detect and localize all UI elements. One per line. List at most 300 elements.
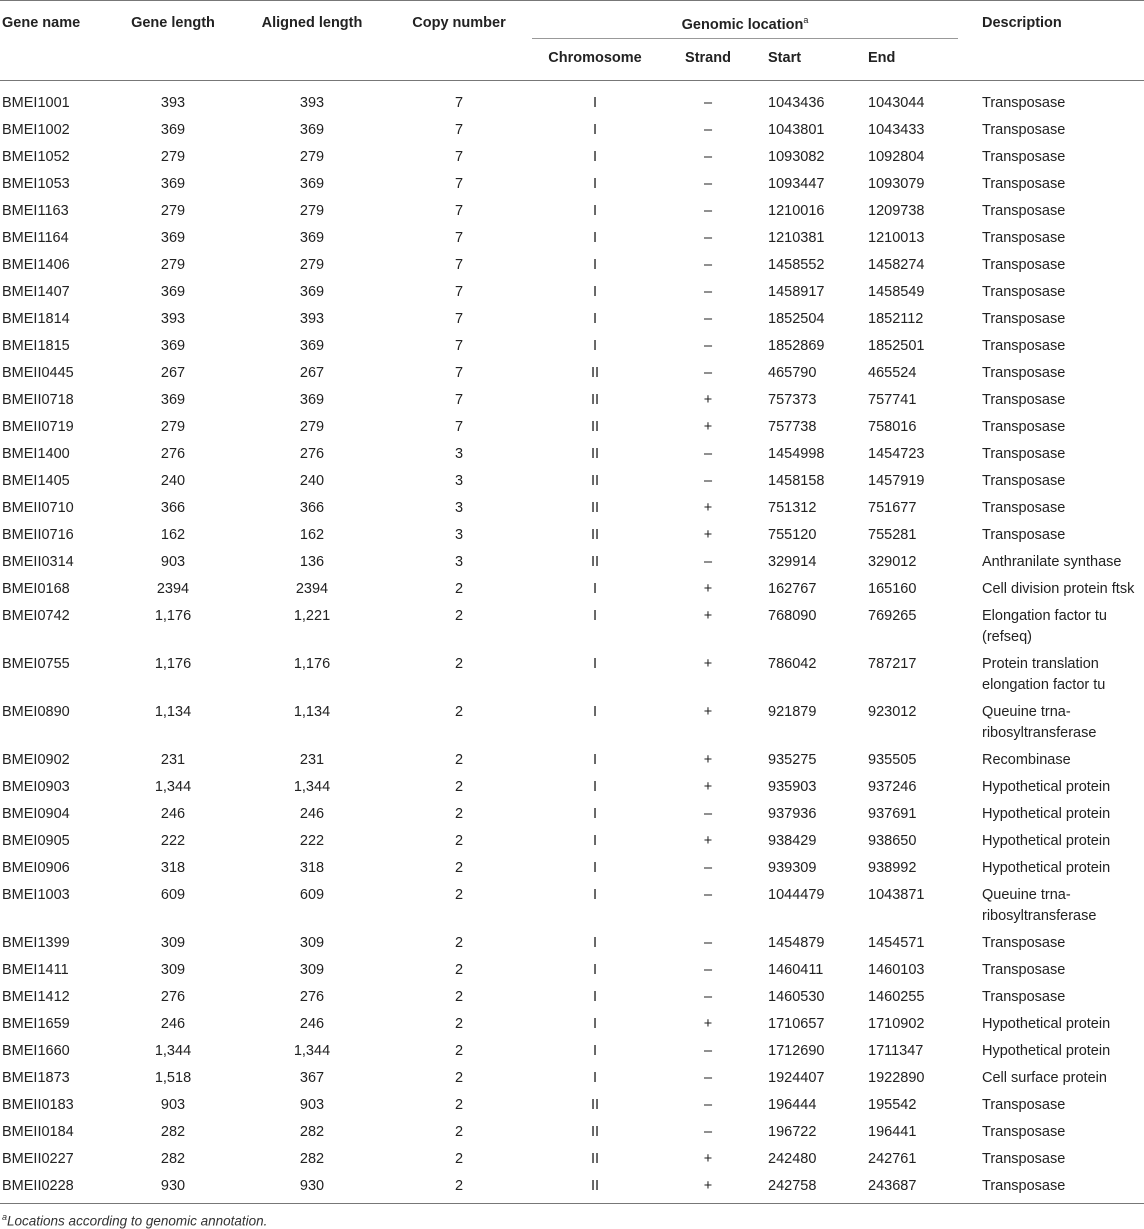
cell-end: 1454571 xyxy=(868,935,925,951)
cell-description: Queuine trna-ribosyltransferase xyxy=(982,887,1097,924)
cell-end: 1092804 xyxy=(868,149,925,165)
cell-description: Transposase xyxy=(982,257,1066,273)
cell-aligned-length: 1,221 xyxy=(293,608,331,624)
table-row xyxy=(0,981,1144,1008)
cell-end: 196441 xyxy=(868,1124,917,1140)
cell-gene-length: 279 xyxy=(160,149,186,165)
table-row xyxy=(0,1170,1144,1204)
cell-start: 1712690 xyxy=(768,1043,825,1059)
cell-gene-name: BMEI1003 xyxy=(2,887,70,903)
cell-start: 1454998 xyxy=(768,446,825,462)
cell-copy-number: 7 xyxy=(454,149,464,165)
table-row xyxy=(0,303,1144,330)
cell-start: 757373 xyxy=(768,392,817,408)
cell-gene-name: BMEI1405 xyxy=(2,473,70,489)
cell-gene-length: 309 xyxy=(160,962,186,978)
cell-aligned-length: 162 xyxy=(299,527,325,543)
cell-copy-number: 2 xyxy=(454,1124,464,1140)
cell-gene-length: 282 xyxy=(160,1151,186,1167)
cell-gene-length: 222 xyxy=(160,833,186,849)
table-row xyxy=(0,1062,1144,1089)
cell-description: Cell division protein ftsk xyxy=(982,581,1135,597)
cell-chromosome: II xyxy=(590,554,600,570)
cell-gene-length: 240 xyxy=(160,473,186,489)
cell-gene-length: 267 xyxy=(160,365,186,381)
cell-description: Hypothetical protein xyxy=(982,779,1111,795)
cell-aligned-length: 367 xyxy=(299,1070,325,1086)
cell-aligned-length: 369 xyxy=(299,176,325,192)
cell-start: 1093447 xyxy=(768,176,825,192)
cell-chromosome: I xyxy=(592,860,598,876)
cell-gene-length: 246 xyxy=(160,806,186,822)
cell-gene-length: 162 xyxy=(160,527,186,543)
cell-gene-length: 276 xyxy=(160,446,186,462)
cell-gene-length: 903 xyxy=(160,1097,186,1113)
cell-aligned-length: 279 xyxy=(299,419,325,435)
cell-end: 1710902 xyxy=(868,1016,925,1032)
header-description: Description xyxy=(982,15,1062,31)
cell-gene-name: BMEI1001 xyxy=(2,95,70,111)
cell-strand: + xyxy=(703,527,713,543)
cell-chromosome: I xyxy=(592,311,598,327)
cell-aligned-length: 369 xyxy=(299,230,325,246)
cell-aligned-length: 309 xyxy=(299,962,325,978)
cell-strand: – xyxy=(703,1097,713,1113)
cell-gene-length: 369 xyxy=(160,230,186,246)
cell-chromosome: I xyxy=(592,806,598,822)
table-row xyxy=(0,330,1144,357)
cell-strand: + xyxy=(703,419,713,435)
cell-chromosome: II xyxy=(590,1097,600,1113)
cell-gene-name: BMEI1815 xyxy=(2,338,70,354)
cell-chromosome: I xyxy=(592,833,598,849)
cell-end: 1852501 xyxy=(868,338,925,354)
cell-strand: – xyxy=(703,446,713,462)
cell-chromosome: II xyxy=(590,1124,600,1140)
cell-gene-name: BMEI0902 xyxy=(2,752,70,768)
table-row xyxy=(0,195,1144,222)
cell-end: 937246 xyxy=(868,779,917,795)
cell-end: 755281 xyxy=(868,527,917,543)
table-row xyxy=(0,879,1144,927)
cell-gene-name: BMEI1412 xyxy=(2,989,70,1005)
cell-end: 1922890 xyxy=(868,1070,925,1086)
cell-start: 196444 xyxy=(768,1097,817,1113)
cell-chromosome: I xyxy=(592,704,598,720)
cell-strand: – xyxy=(703,554,713,570)
cell-description: Transposase xyxy=(982,1097,1066,1113)
cell-end: 758016 xyxy=(868,419,917,435)
cell-end: 1209738 xyxy=(868,203,925,219)
footnote-text: Locations according to genomic annotation. xyxy=(7,1213,268,1229)
cell-chromosome: II xyxy=(590,446,600,462)
cell-aligned-length: 903 xyxy=(299,1097,325,1113)
cell-start: 329914 xyxy=(768,554,817,570)
cell-strand: + xyxy=(703,500,713,516)
cell-aligned-length: 369 xyxy=(299,122,325,138)
cell-gene-name: BMEI0755 xyxy=(2,656,70,672)
cell-end: 1043871 xyxy=(868,887,925,903)
cell-end: 1093079 xyxy=(868,176,925,192)
cell-strand: – xyxy=(703,95,713,111)
cell-copy-number: 2 xyxy=(454,704,464,720)
cell-gene-name: BMEI0905 xyxy=(2,833,70,849)
cell-description: Transposase xyxy=(982,149,1066,165)
cell-gene-length: 369 xyxy=(160,338,186,354)
table-row xyxy=(0,954,1144,981)
cell-aligned-length: 2394 xyxy=(295,581,329,597)
table-header xyxy=(0,1,1144,81)
table-row xyxy=(0,465,1144,492)
cell-description: Anthranilate synthase xyxy=(982,554,1122,570)
cell-end: 1458549 xyxy=(868,284,925,300)
cell-description: Transposase xyxy=(982,935,1066,951)
cell-copy-number: 7 xyxy=(454,338,464,354)
cell-aligned-length: 366 xyxy=(299,500,325,516)
cell-end: 1711347 xyxy=(868,1043,924,1059)
cell-chromosome: I xyxy=(592,935,598,951)
cell-chromosome: I xyxy=(592,230,598,246)
cell-gene-name: BMEI0906 xyxy=(2,860,70,876)
cell-end: 1043044 xyxy=(868,95,925,111)
cell-chromosome: I xyxy=(592,284,598,300)
cell-gene-length: 231 xyxy=(160,752,186,768)
cell-copy-number: 7 xyxy=(454,257,464,273)
cell-start: 242480 xyxy=(768,1151,817,1167)
cell-start: 768090 xyxy=(768,608,817,624)
cell-copy-number: 7 xyxy=(454,203,464,219)
cell-gene-name: BMEI1411 xyxy=(2,962,69,978)
cell-start: 1460530 xyxy=(768,989,825,1005)
cell-description: Queuine trna-ribosyltransferase xyxy=(982,704,1097,741)
cell-copy-number: 7 xyxy=(454,311,464,327)
table-row xyxy=(0,276,1144,303)
cell-aligned-length: 279 xyxy=(299,149,325,165)
cell-aligned-length: 930 xyxy=(299,1178,325,1194)
cell-aligned-length: 393 xyxy=(299,311,325,327)
cell-copy-number: 2 xyxy=(454,779,464,795)
cell-start: 1710657 xyxy=(768,1016,825,1032)
cell-strand: – xyxy=(703,473,713,489)
cell-description: Protein translation elongation factor tu xyxy=(982,656,1106,693)
cell-chromosome: II xyxy=(590,392,600,408)
cell-copy-number: 7 xyxy=(454,419,464,435)
cell-copy-number: 7 xyxy=(454,176,464,192)
cell-copy-number: 2 xyxy=(454,656,464,672)
cell-gene-length: 282 xyxy=(160,1124,186,1140)
cell-aligned-length: 318 xyxy=(299,860,325,876)
cell-strand: – xyxy=(703,1070,713,1086)
cell-start: 1924407 xyxy=(768,1070,825,1086)
cell-start: 1458917 xyxy=(768,284,825,300)
table-row xyxy=(0,438,1144,465)
cell-gene-name: BMEII0445 xyxy=(2,365,74,381)
cell-gene-name: BMEII0314 xyxy=(2,554,74,570)
table-row xyxy=(0,492,1144,519)
cell-copy-number: 2 xyxy=(454,1043,464,1059)
cell-strand: – xyxy=(703,284,713,300)
cell-gene-name: BMEI1814 xyxy=(2,311,70,327)
cell-aligned-length: 1,134 xyxy=(293,704,331,720)
cell-chromosome: I xyxy=(592,656,598,672)
cell-start: 196722 xyxy=(768,1124,817,1140)
cell-end: 1454723 xyxy=(868,446,925,462)
cell-end: 1457919 xyxy=(868,473,925,489)
cell-description: Transposase xyxy=(982,527,1066,543)
cell-copy-number: 2 xyxy=(454,860,464,876)
cell-description: Transposase xyxy=(982,1124,1066,1140)
cell-description: Transposase xyxy=(982,392,1066,408)
table-row xyxy=(0,222,1144,249)
cell-copy-number: 3 xyxy=(454,527,464,543)
cell-start: 935903 xyxy=(768,779,817,795)
cell-gene-length: 1,344 xyxy=(154,1043,192,1059)
cell-aligned-length: 136 xyxy=(299,554,325,570)
table-row xyxy=(0,357,1144,384)
cell-strand: – xyxy=(703,860,713,876)
cell-gene-length: 309 xyxy=(160,935,186,951)
cell-end: 935505 xyxy=(868,752,917,768)
cell-gene-name: BMEI1163 xyxy=(2,203,69,219)
cell-gene-name: BMEI1052 xyxy=(2,149,70,165)
cell-gene-name: BMEI1053 xyxy=(2,176,70,192)
cell-end: 1460255 xyxy=(868,989,925,1005)
cell-gene-length: 369 xyxy=(160,122,186,138)
cell-chromosome: I xyxy=(592,95,598,111)
cell-start: 465790 xyxy=(768,365,817,381)
cell-gene-length: 2394 xyxy=(156,581,190,597)
cell-copy-number: 7 xyxy=(454,392,464,408)
cell-strand: + xyxy=(703,833,713,849)
cell-description: Transposase xyxy=(982,230,1066,246)
cell-strand: – xyxy=(703,311,713,327)
cell-gene-name: BMEII0710 xyxy=(2,500,74,516)
cell-copy-number: 7 xyxy=(454,230,464,246)
header-gene-name: Gene name xyxy=(2,15,81,31)
cell-aligned-length: 279 xyxy=(299,257,325,273)
cell-gene-name: BMEII0716 xyxy=(2,527,74,543)
cell-aligned-length: 1,344 xyxy=(293,779,331,795)
cell-aligned-length: 282 xyxy=(299,1151,325,1167)
cell-start: 937936 xyxy=(768,806,817,822)
cell-copy-number: 7 xyxy=(454,122,464,138)
header-aligned-length: Aligned length xyxy=(261,15,363,31)
cell-chromosome: I xyxy=(592,779,598,795)
cell-strand: – xyxy=(703,962,713,978)
table-row xyxy=(0,384,1144,411)
table-row xyxy=(0,696,1144,744)
cell-strand: – xyxy=(703,176,713,192)
cell-end: 242761 xyxy=(868,1151,917,1167)
cell-gene-name: BMEI1659 xyxy=(2,1016,70,1032)
cell-gene-name: BMEI1660 xyxy=(2,1043,70,1059)
cell-description: Elongation factor tu (refseq) xyxy=(982,608,1107,645)
cell-end: 769265 xyxy=(868,608,917,624)
cell-copy-number: 2 xyxy=(454,1070,464,1086)
table-row xyxy=(0,825,1144,852)
cell-gene-length: 903 xyxy=(160,554,186,570)
cell-end: 465524 xyxy=(868,365,917,381)
cell-aligned-length: 282 xyxy=(299,1124,325,1140)
cell-end: 751677 xyxy=(868,500,917,516)
cell-start: 935275 xyxy=(768,752,817,768)
cell-chromosome: I xyxy=(592,608,598,624)
cell-aligned-length: 369 xyxy=(299,392,325,408)
cell-gene-length: 930 xyxy=(160,1178,186,1194)
table-row xyxy=(0,648,1144,696)
cell-chromosome: I xyxy=(592,962,598,978)
cell-end: 787217 xyxy=(868,656,917,672)
cell-strand: – xyxy=(703,1043,713,1059)
cell-end: 165160 xyxy=(868,581,917,597)
cell-description: Transposase xyxy=(982,311,1066,327)
cell-chromosome: I xyxy=(592,581,598,597)
cell-aligned-length: 1,176 xyxy=(293,656,331,672)
cell-description: Hypothetical protein xyxy=(982,806,1111,822)
cell-gene-length: 369 xyxy=(160,392,186,408)
cell-gene-length: 276 xyxy=(160,989,186,1005)
cell-aligned-length: 240 xyxy=(299,473,325,489)
cell-strand: + xyxy=(703,608,713,624)
table-row xyxy=(0,1089,1144,1116)
cell-copy-number: 3 xyxy=(454,500,464,516)
cell-copy-number: 7 xyxy=(454,95,464,111)
cell-chromosome: II xyxy=(590,1151,600,1167)
cell-chromosome: I xyxy=(592,989,598,1005)
cell-copy-number: 7 xyxy=(454,284,464,300)
cell-gene-length: 246 xyxy=(160,1016,186,1032)
cell-gene-name: BMEI1400 xyxy=(2,446,70,462)
cell-strand: – xyxy=(703,887,713,903)
cell-start: 1093082 xyxy=(768,149,825,165)
cell-end: 195542 xyxy=(868,1097,917,1113)
cell-chromosome: I xyxy=(592,1070,598,1086)
table-row xyxy=(0,519,1144,546)
cell-start: 1458552 xyxy=(768,257,825,273)
cell-description: Transposase xyxy=(982,473,1066,489)
cell-aligned-length: 246 xyxy=(299,1016,325,1032)
cell-aligned-length: 276 xyxy=(299,446,325,462)
cell-gene-length: 1,344 xyxy=(154,779,192,795)
cell-start: 939309 xyxy=(768,860,817,876)
cell-strand: + xyxy=(703,1016,713,1032)
cell-chromosome: I xyxy=(592,203,598,219)
cell-gene-length: 393 xyxy=(160,311,186,327)
cell-gene-length: 279 xyxy=(160,257,186,273)
cell-strand: – xyxy=(703,1124,713,1140)
cell-description: Transposase xyxy=(982,284,1066,300)
cell-aligned-length: 222 xyxy=(299,833,325,849)
cell-start: 755120 xyxy=(768,527,817,543)
cell-chromosome: II xyxy=(590,365,600,381)
cell-chromosome: I xyxy=(592,176,598,192)
cell-strand: – xyxy=(703,230,713,246)
cell-strand: + xyxy=(703,656,713,672)
cell-aligned-length: 609 xyxy=(299,887,325,903)
cell-gene-name: BMEI1399 xyxy=(2,935,70,951)
cell-strand: – xyxy=(703,203,713,219)
cell-gene-name: BMEI0168 xyxy=(2,581,70,597)
table-row xyxy=(0,546,1144,573)
cell-gene-length: 1,176 xyxy=(154,656,192,672)
cell-chromosome: I xyxy=(592,752,598,768)
cell-end: 1210013 xyxy=(868,230,925,246)
table-row xyxy=(0,141,1144,168)
cell-end: 938650 xyxy=(868,833,917,849)
cell-gene-name: BMEI1164 xyxy=(2,230,69,246)
cell-start: 1852504 xyxy=(768,311,825,327)
cell-strand: – xyxy=(703,122,713,138)
cell-description: Transposase xyxy=(982,365,1066,381)
cell-strand: + xyxy=(703,581,713,597)
cell-copy-number: 2 xyxy=(454,1151,464,1167)
cell-gene-length: 279 xyxy=(160,419,186,435)
header-strand: Strand xyxy=(685,49,731,66)
cell-start: 1043801 xyxy=(768,122,825,138)
table-row xyxy=(0,771,1144,798)
cell-gene-length: 369 xyxy=(160,176,186,192)
cell-copy-number: 3 xyxy=(454,554,464,570)
cell-start: 1458158 xyxy=(768,473,825,489)
cell-copy-number: 2 xyxy=(454,1016,464,1032)
cell-description: Transposase xyxy=(982,338,1066,354)
header-genomic-location xyxy=(532,1,958,39)
cell-aligned-length: 393 xyxy=(299,95,325,111)
cell-end: 329012 xyxy=(868,554,917,570)
cell-start: 921879 xyxy=(768,704,817,720)
cell-aligned-length: 267 xyxy=(299,365,325,381)
cell-start: 1210381 xyxy=(768,230,825,246)
cell-start: 757738 xyxy=(768,419,817,435)
cell-chromosome: I xyxy=(592,1016,598,1032)
cell-copy-number: 2 xyxy=(454,806,464,822)
cell-strand: – xyxy=(703,257,713,273)
cell-chromosome: II xyxy=(590,527,600,543)
cell-aligned-length: 1,344 xyxy=(293,1043,331,1059)
cell-description: Transposase xyxy=(982,1151,1066,1167)
cell-strand: – xyxy=(703,806,713,822)
cell-strand: + xyxy=(703,1178,713,1194)
table-row xyxy=(0,168,1144,195)
cell-start: 1043436 xyxy=(768,95,825,111)
header-end: End xyxy=(868,49,896,66)
cell-start: 751312 xyxy=(768,500,817,516)
cell-gene-length: 369 xyxy=(160,284,186,300)
cell-copy-number: 2 xyxy=(454,935,464,951)
cell-strand: – xyxy=(703,365,713,381)
cell-strand: – xyxy=(703,338,713,354)
cell-gene-length: 393 xyxy=(160,95,186,111)
cell-gene-length: 318 xyxy=(160,860,186,876)
cell-description: Transposase xyxy=(982,176,1066,192)
cell-description: Recombinase xyxy=(982,752,1071,768)
table-row xyxy=(0,744,1144,771)
header-chromosome: Chromosome xyxy=(548,49,642,66)
cell-strand: + xyxy=(703,392,713,408)
cell-description: Hypothetical protein xyxy=(982,1043,1111,1059)
cell-aligned-length: 231 xyxy=(299,752,325,768)
cell-end: 757741 xyxy=(868,392,917,408)
table-row xyxy=(0,852,1144,879)
table-row xyxy=(0,1116,1144,1143)
cell-description: Transposase xyxy=(982,500,1066,516)
cell-end: 1460103 xyxy=(868,962,925,978)
cell-chromosome: I xyxy=(592,149,598,165)
cell-chromosome: II xyxy=(590,500,600,516)
cell-description: Hypothetical protein xyxy=(982,833,1111,849)
cell-gene-name: BMEI0742 xyxy=(2,608,70,624)
cell-aligned-length: 279 xyxy=(299,203,325,219)
